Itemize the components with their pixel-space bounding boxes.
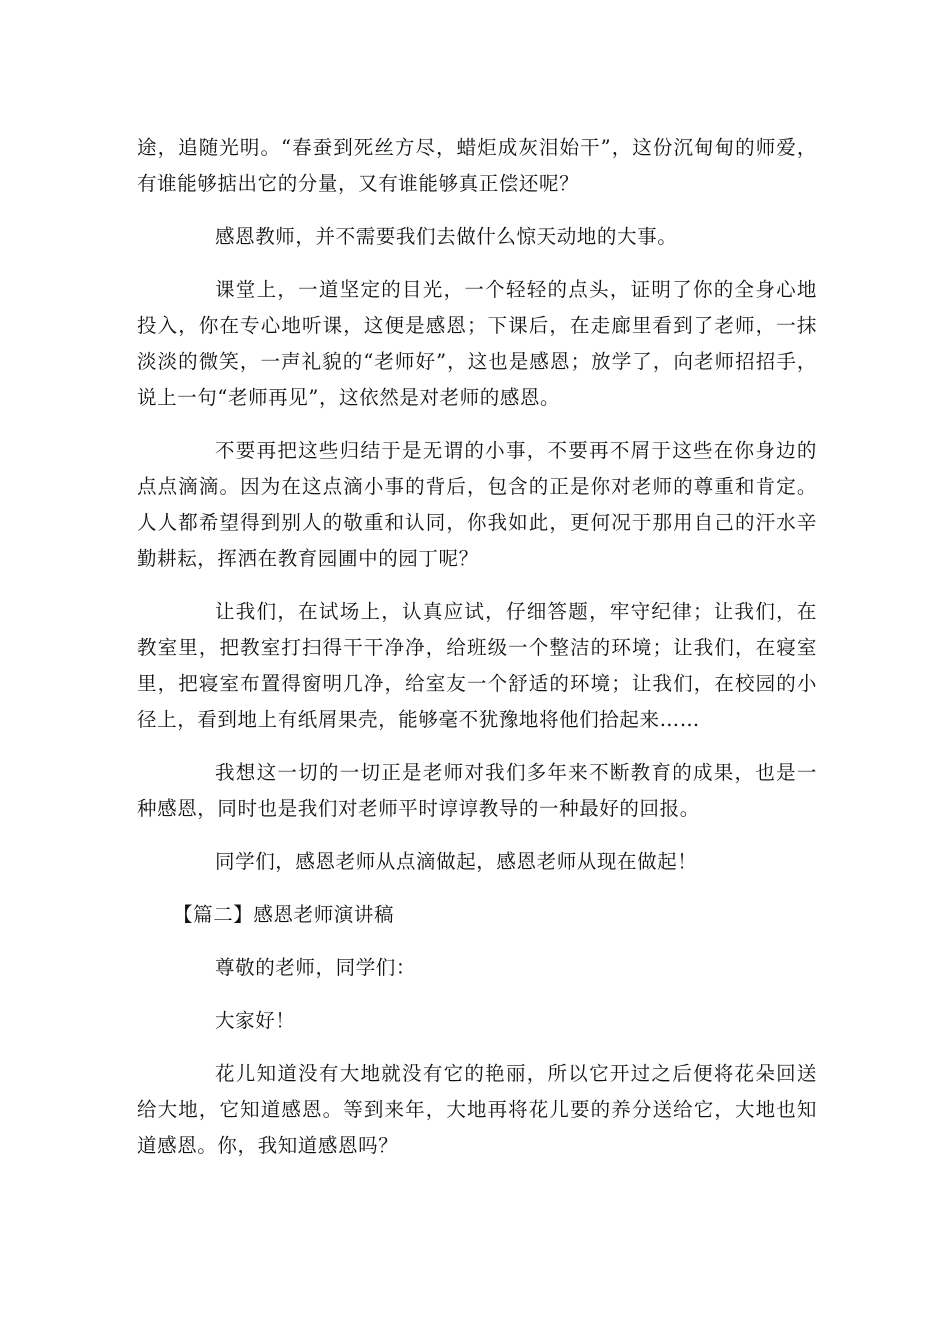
document-body [137, 130, 817, 1181]
section-heading: 【篇二】感恩老师演讲稿 [173, 903, 395, 926]
paragraph-classroom: 课堂上，一道坚定的目光，一个轻轻的点头，证明了你的全身心地投入，你在专心地听课，这便是感恩；下课后，在走廊里看到了老师，一抹淡淡的微笑，一声礼貌的“老师好”，这也是感恩；放学了，向老师招招手，说上一句“老师再见”，这依然是对老师的感恩。 [137, 278, 817, 409]
paragraph-salutation: 尊敬的老师，同学们： [215, 956, 417, 979]
paragraph-call-to-action: 同学们，感恩老师从点滴做起，感恩老师从现在做起！ [215, 850, 698, 873]
paragraph-gratitude-intro: 感恩教师，并不需要我们去做什么惊天动地的大事。 [215, 225, 678, 248]
paragraph-flowers: 花儿知道没有大地就没有它的艳丽，所以它开过之后便将花朵回送给大地，它知道感恩。等到来年，大地再将花儿要的养分送给它，大地也知道感恩。你，我知道感恩吗？ [137, 1062, 817, 1157]
paragraph-let-us: 让我们，在试场上，认真应试，仔细答题，牢守纪律；让我们，在教室里，把教室打扫得干干净净，给班级一个整洁的环境；让我们，在寝室里，把寝室布置得窗明几净，给室友一个舒适的环境；让我们，在校园的小径上，看到地上有纸屑果壳，能够毫不犹豫地将他们拾起来…… [137, 600, 817, 731]
paragraph-greeting: 大家好！ [215, 1009, 296, 1032]
paragraph-continuation: 途，追随光明。“春蚕到死丝方尽，蜡炬成灰泪始干”，这份沉甸甸的师爱，有谁能够掂出它的分量，又有谁能够真正偿还呢？ [137, 136, 817, 195]
paragraph-small-things: 不要再把这些归结于是无谓的小事，不要再不屑于这些在你身边的点点滴滴。因为在这点滴小事的背后，包含的正是你对老师的尊重和肯定。人人都希望得到别人的敬重和认同，你我如此，更何况于那用自己的汗水辛勤耕耘，挥洒在教育园圃中的园丁呢？ [137, 439, 817, 570]
paragraph-result: 我想这一切的一切正是老师对我们多年来不断教育的成果，也是一种感恩，同时也是我们对老师平时谆谆教导的一种最好的回报。 [137, 761, 817, 820]
